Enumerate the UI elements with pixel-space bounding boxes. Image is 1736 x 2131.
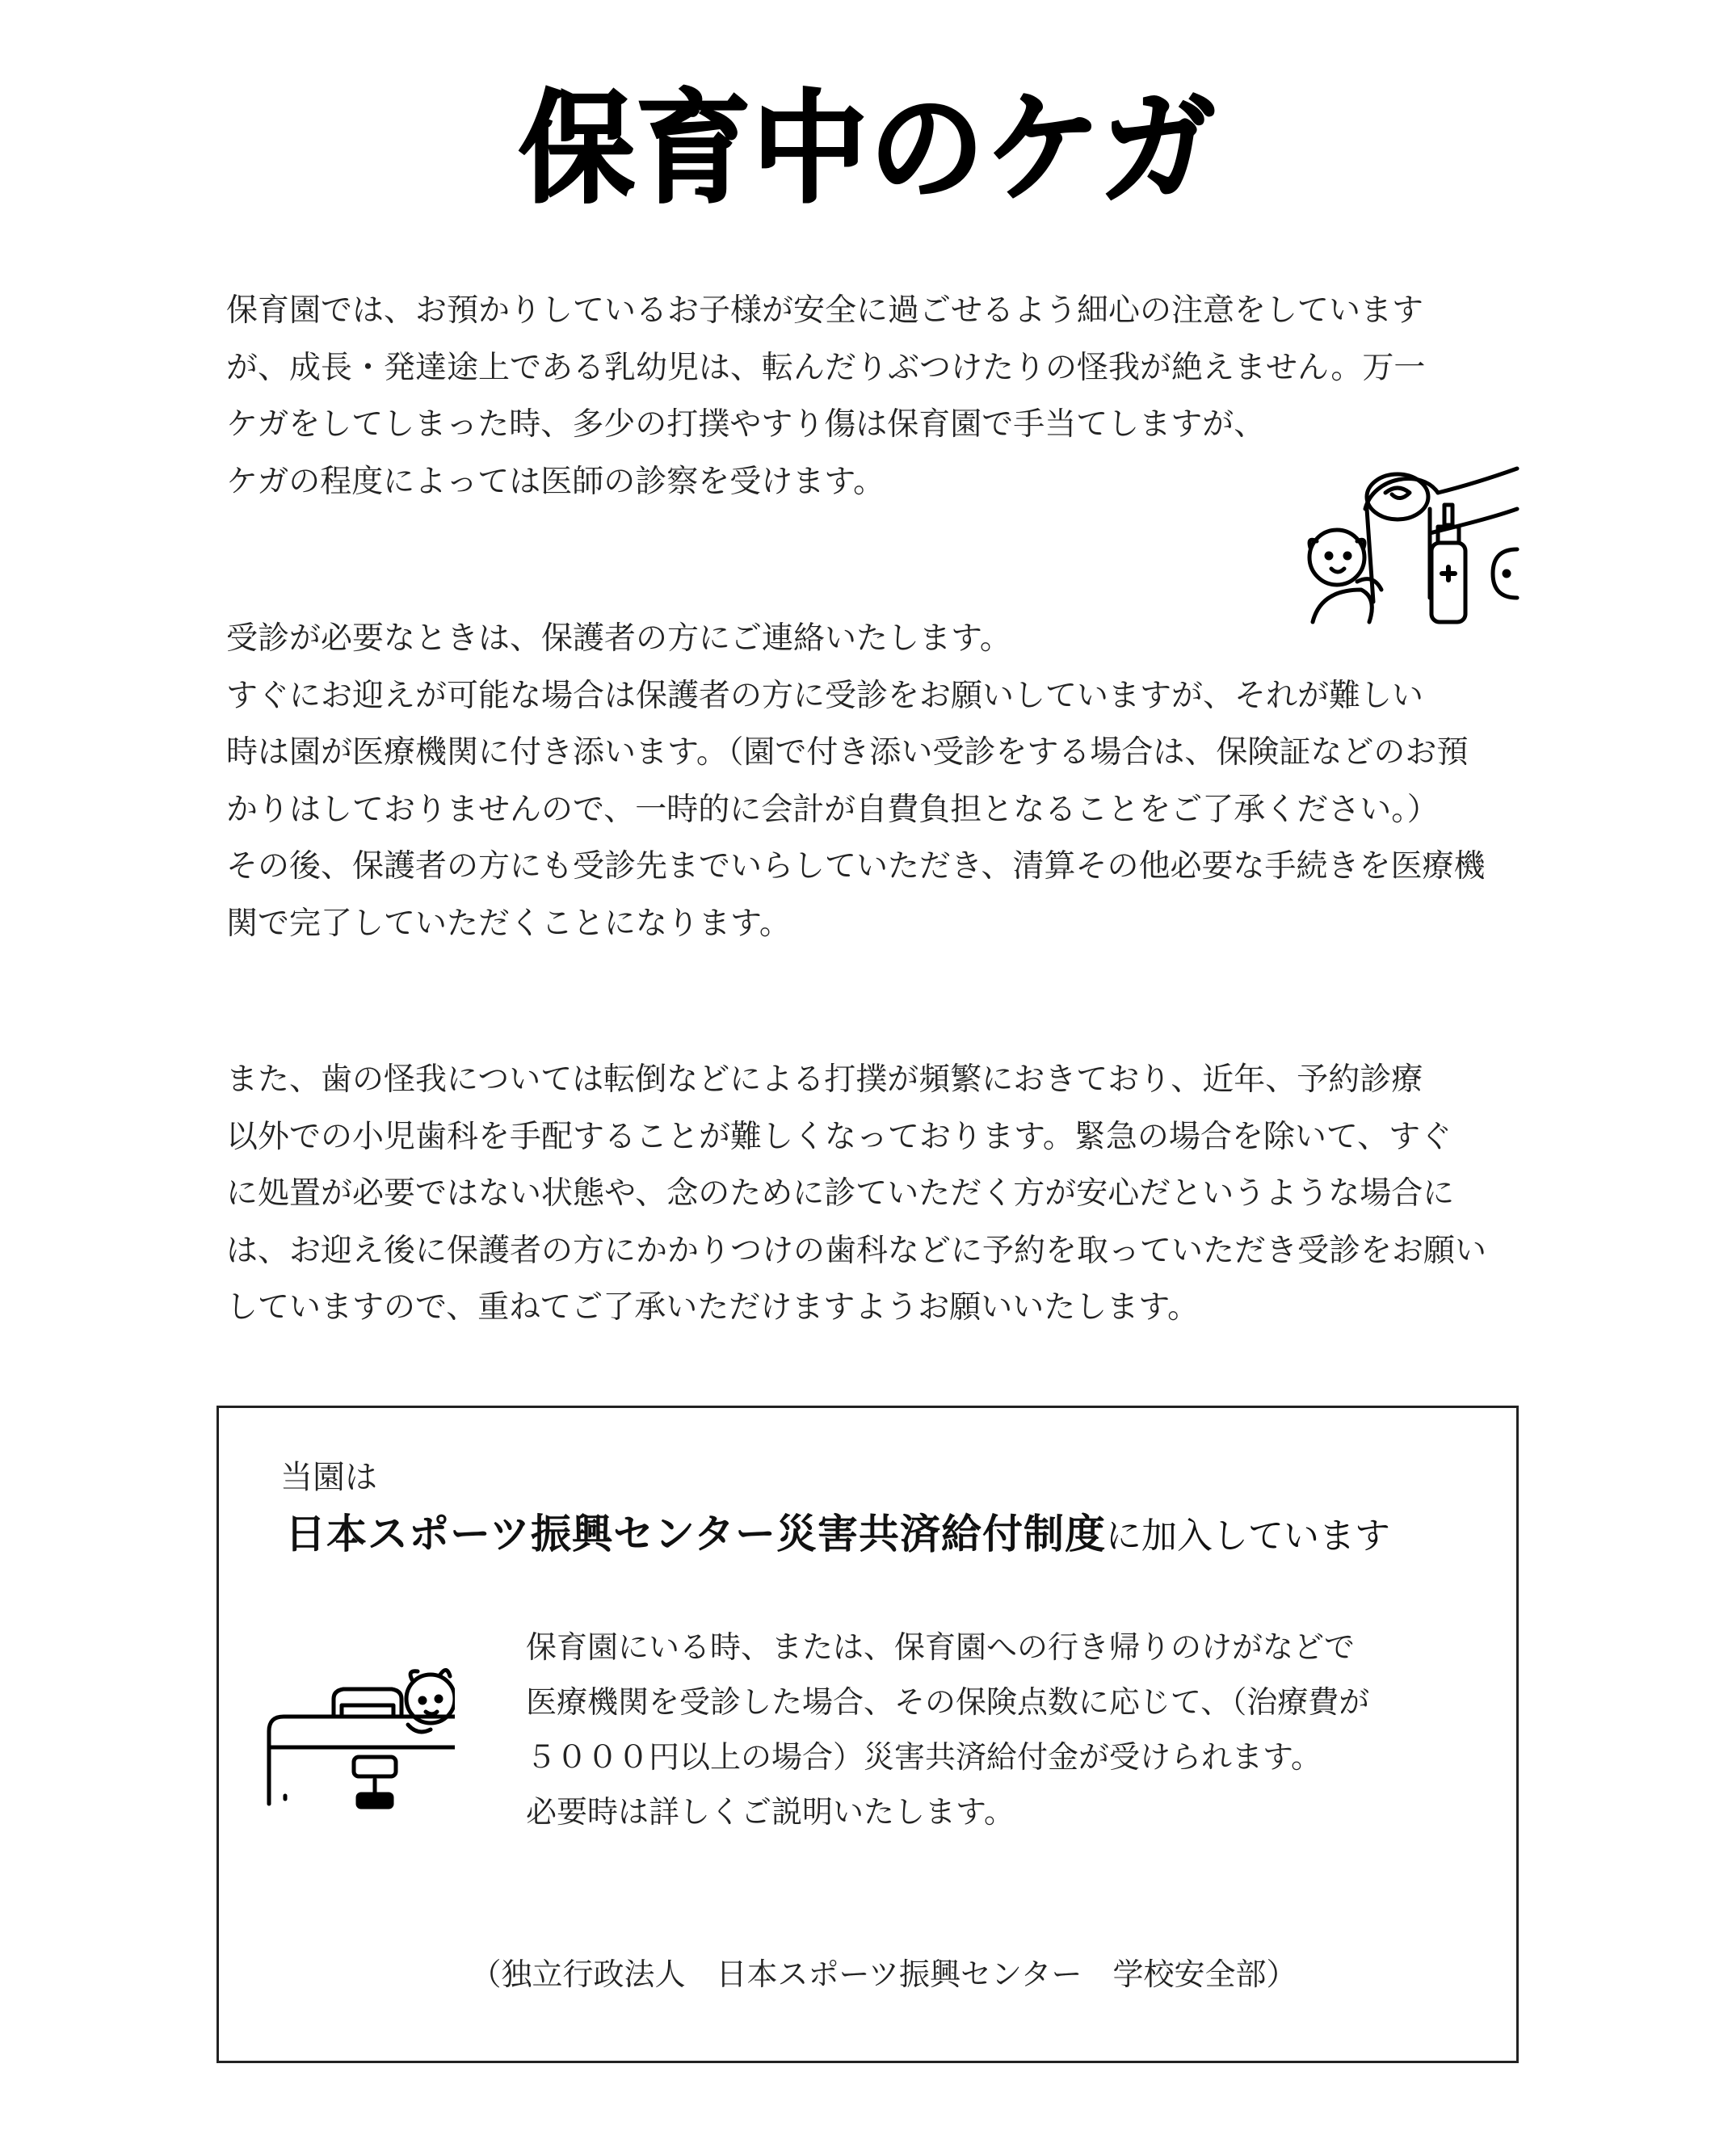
box-lead: 当園は (280, 1459, 377, 1496)
text-line: ケガの程度によっては医師の診察を受けます。 (226, 463, 885, 500)
text-line: ケガをしてしまった時、多少の打撲やすり傷は保育園で手当てしますが、 (226, 406, 1266, 443)
text-line: 受診が必要なときは、保護者の方にご連絡いたします。 (226, 620, 1011, 657)
first-aid-illustration (1301, 460, 1527, 630)
page-title: 保育中のケガ (519, 79, 1217, 220)
text-line: 保育園では、お預かりしているお子様が安全に過ごせるよう細心の注意をしています (226, 292, 1424, 329)
text-line: その後、保護者の方にも受診先までいらしていただき、清算その他必要な手続きを医療機 (226, 848, 1486, 885)
child-with-medical-kit-illustration (261, 1650, 455, 1812)
text-line: 以外での小児歯科を手配することが難しくなっております。緊急の場合を除いて、すぐ (226, 1118, 1452, 1155)
insurance-info-box (216, 1406, 1519, 2063)
box-detail (526, 1620, 1369, 1839)
text-line: 保育園にいる時、または、保育園への行き帰りのけがなどで (526, 1629, 1356, 1665)
text-line: 医療機関を受診した場合、その保険点数に応じて、（治療費が (526, 1684, 1370, 1720)
paragraph-injury-care (226, 283, 1425, 511)
text-line: ５０００円以上の場合）災害共済給付金が受けられます。 (526, 1739, 1322, 1775)
headline-strong: 日本スポーツ振興センター災害共済給付制度 (285, 1511, 1106, 1557)
text-line: すぐにお迎えが可能な場合は保護者の方に受診をお願いしていますが、それが難しい (226, 677, 1424, 714)
text-line: 関で完了していただくことになります。 (226, 905, 791, 942)
text-line: 時は園が医療機関に付き添います。（園で付き添い受診をする場合は、保険証などのお預 (226, 734, 1469, 771)
text-line: していますので、重ねてご了承いただけますようお願いいたします。 (226, 1289, 1200, 1326)
box-footer: （独立行政法人 日本スポーツ振興センター 学校安全部） (470, 1957, 1297, 1992)
text-line: かりはしておりませんので、一時的に会計が自費負担となることをご了承ください。） (226, 791, 1439, 828)
text-line: が、成長・発達途上である乳幼児は、転んだりぶつけたりの怪我が絶えません。万一 (226, 349, 1426, 386)
text-line: 必要時は詳しくご説明いたします。 (526, 1794, 1015, 1830)
paragraph-dental-injury (226, 1052, 1486, 1337)
headline-rest: に加入しています (1106, 1515, 1390, 1557)
text-line: は、お迎え後に保護者の方にかかりつけの歯科などに予約を取っていただき受診をお願い (226, 1232, 1487, 1269)
text-line: また、歯の怪我については転倒などによる打撲が頻繁におきており、近年、予約診療 (226, 1061, 1423, 1098)
paragraph-hospital-visit (226, 611, 1485, 952)
box-headline (285, 1502, 1390, 1560)
text-line: に処置が必要ではない状態や、念のために診ていただく方が安心だというような場合に (226, 1175, 1455, 1212)
